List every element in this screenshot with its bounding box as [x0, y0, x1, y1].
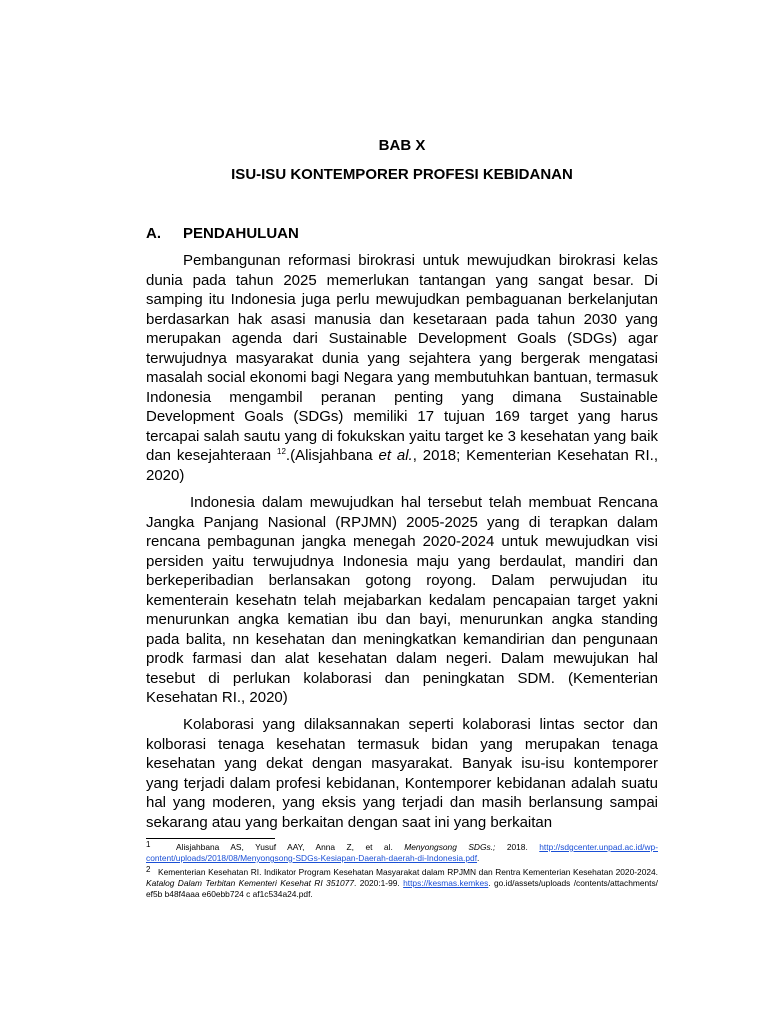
paragraph-3-text: Kolaborasi yang dilaksannakan seperti kolaborasi lintas sector dan kolborasi tenaga kesehatan termasuk bidan yang merupakan tenaga kesehatan yang dekat dengan masyarakat. Banyak isu-isu kontemporer yang terjadi dalam profesi kebidanan, Kontemporer kebidanan adalah suatu hal yang moderen, yang eksis yang terjadi dan masih berlansung sampai sekarang atau yang berkaitan dengan saat ini yang berkaitan	[146, 716, 658, 831]
footnote-1-text-post: 2018.	[495, 842, 528, 852]
footnote-1-italic: Menyongsong SDGs.;	[404, 842, 496, 852]
paragraph-3	[146, 715, 658, 832]
footnote-2-link[interactable]: https://kesmas.kemkes	[403, 878, 489, 888]
section-heading	[146, 225, 658, 242]
paragraph-2	[146, 493, 658, 708]
citation-post: , 2018; Kementerian Kesehatan RI., 2020)	[146, 447, 658, 484]
footnote-1-number: 1	[146, 840, 151, 849]
footnote-2	[146, 867, 658, 900]
paragraph-1	[146, 251, 658, 485]
footnote-1	[146, 842, 658, 864]
citation-pre: .(Alisjahbana	[285, 447, 379, 464]
paragraph-1-text: Pembangunan reformasi birokrasi untuk mewujudkan birokrasi kelas dunia pada tahun 2025 memerlukan tantangan yang sangat besar. Di samping itu Indonesia juga perlu mewujudkan pembaguanan berkelanjutan berdasarkan hak asasi manusia dan kesetaraan pada tahun 2030 yang merupakan agenda dari Sustainable Development Goals (SDGs) agar terwujudnya masyarakat dunia yang sejahtera yang bergerak mengatasi masalah social ekonomi bagi Negara yang membutuhkan bantuan, termasuk Indonesia mengambil peranan penting yang dimana Sustainable Development Goals (SDGs) memiliki 17 tujuan 169 target yang harus tercapai salah sautu yang di fokukskan yaitu target ke 3 kesehatan yang baik dan kesejahteraan	[146, 252, 658, 464]
footnote-1-text-pre: Alisjahbana AS, Yusuf AAY, Anna Z, et al.	[176, 842, 405, 852]
footnote-2-number: 2	[146, 865, 151, 874]
footnote-1-link-tail: .	[477, 853, 480, 863]
chapter-heading: BAB X	[378, 137, 426, 154]
footnote-2-text-pre: Kementerian Kesehatan RI. Indikator Program Kesehatan Masyarakat dalam RPJMN dan Rentra Kementerian Kesehatan 2020-2024.	[158, 867, 658, 877]
footnote-2-text-post: . go.id/assets/uploads /contents/attachments/ ef5b b48f4aaa e60ebb724 c af1c534a24.pdf.	[146, 878, 658, 899]
section-title: PENDAHULUAN	[183, 225, 299, 242]
citation-italic: et al.	[378, 447, 413, 464]
chapter-title: ISU-ISU KONTEMPORER PROFESI KEBIDANAN	[231, 166, 573, 183]
footnote-ref[interactable]: 12	[277, 447, 286, 456]
section-number: A.	[146, 225, 161, 242]
footnote-2-italic: Katalog Dalam Terbitan Kementeri Kesehat RI 351077	[146, 878, 354, 888]
footnote-1-link[interactable]: http://sdgcenter.unpad.ac.id/wp-content/uploads/2018/08/Menyongsong-SDGs-Kesiapan-Daerah-daerah-di-Indonesia.pdf	[146, 842, 658, 863]
paragraph-2-text: Indonesia dalam mewujudkan hal tersebut telah membuat Rencana Jangka Panjang Nasional (RPJMN) 2005-2025 yang di terapkan dalam rencana pembagunan jangka menegah 2020-2024 untuk mewujudkan visi persiden yaitu terwujudnya Indonesia maju yang berdaulat, mandiri dan berkeperibadian berlansakan gotong royong. Dalam perwujudan itu kementerain kesehatn telah mejabarkan kedalam pencapaian target yakni menurunkan angka kematian ibu dan bayi, menurunkan angka standing pada balita, nn kesehatan dan meningkatkan kemandirian dan pengunaan prodk farmasi dan alat kesehatan dalam negeri. Dalam mewujukan hal tesebut di perlukan kolaborasi dan peningkatan SDM. (Kementerian Kesehatan RI., 2020)	[146, 494, 658, 706]
footnote-2-text-mid: . 2020:1-99.	[354, 878, 404, 888]
